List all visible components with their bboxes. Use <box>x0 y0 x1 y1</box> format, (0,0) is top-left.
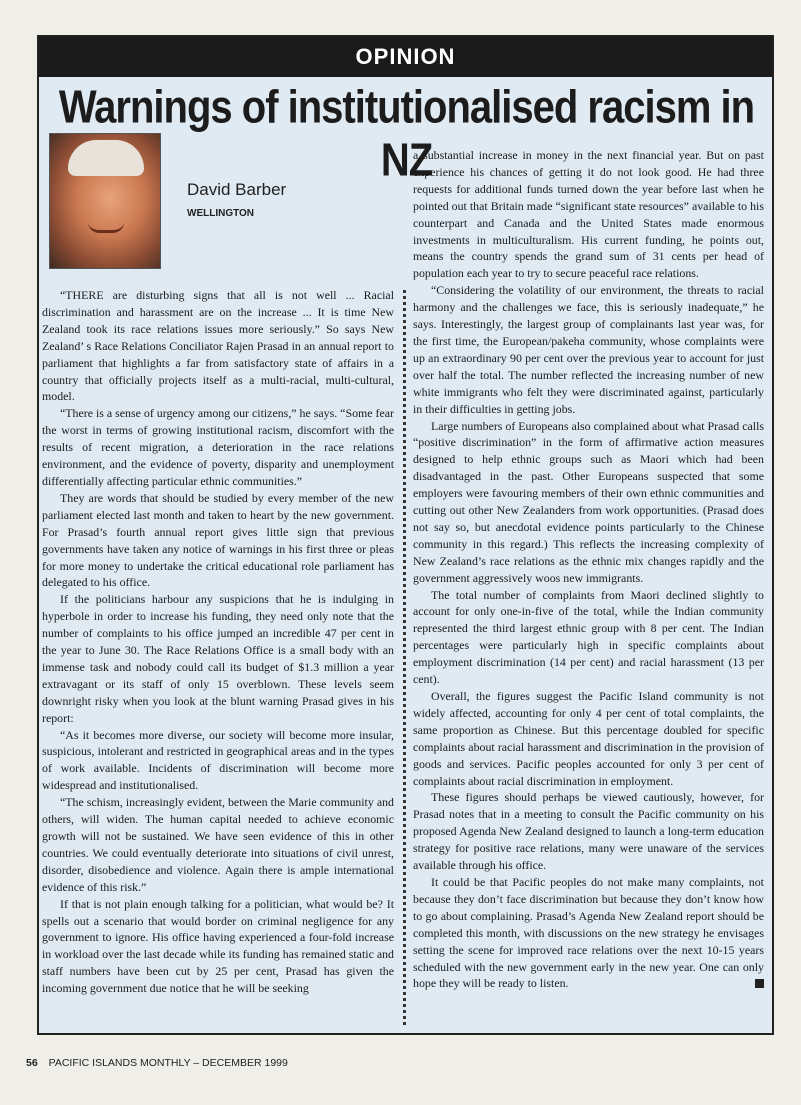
paragraph: “There is a sense of urgency among our citizens,” he says. “Some fear the worst in terms of growing institutional racism, discomfort with the results of recent migration, a deterioration in the race relations environment, and the evidence of poverty, disparity and unemployment differentially affecting particular ethnic communities.” <box>42 406 394 488</box>
section-banner: OPINION <box>39 37 772 77</box>
paragraph: a substantial increase in money in the next financial year. But on past experience his chances of getting it do not look good. He had three requests for additional funds turned down the year before last when he pointed out that Britain made “significant state resources” available to his counterpart and Canada and the United States made enormous investments in multiculturalism. His current funding, he points out, means the country spends the grand sum of 31 cents per head of population each year to try to secure peaceful race relations. <box>413 148 764 281</box>
paragraph-last <box>413 874 764 992</box>
left-column <box>42 287 394 997</box>
paragraph: “Considering the volatility of our environment, the threats to racial harmony and the challenges we face, this is seriously inadequate,” he says. Interestingly, the largest group of complainants last year was, for the first time, the European/pakeha community, whose complaints were up an extraordinary 90 per cent over the previous year to account for just over half the total. The number reflected the increasing number of new white immigrants who felt they were discriminated against, particularly in their difficulties in getting jobs. <box>413 283 764 416</box>
paragraph: “THERE are disturbing signs that all is not well ... Racial discrimination and harassment are on the increase ... It is time New Zealand took its race relations issues more seriously.” So says New Zealand’ s Race Relations Conciliator Rajen Prasad in an annual report to parliament that highlights a far from satisfactory state of affairs in a country that officially projects itself as a multi-racial, multi-cultural, model. <box>42 288 394 404</box>
author-photo-mouth <box>88 222 124 233</box>
article-frame <box>37 35 774 1035</box>
right-column <box>413 147 764 992</box>
headline: Warnings of institutionalised racism in NZ <box>58 82 755 186</box>
paragraph: “The schism, increasingly evident, between the Marie community and others, will widen. The human capital needed to achieve economic growth will not be sustained. We have seen evidence of this in other countries. We could eventually deteriorate into situations of civil unrest, disorder, disobedience and violence. Again there is ample international evidence of this risk.” <box>42 795 394 894</box>
end-of-article-mark <box>755 979 764 988</box>
column-divider <box>403 290 406 1025</box>
paragraph-last-text: It could be that Pacific peoples do not make many complaints, not because they don’t face discrimination but because they don’t know how to go about complaining. Prasad’s Agenda New Zealand report should be completed this month, with discussions on the new strategy he envisages setting the scene for improved race relations over the next 10-15 years scheduled with the new government early in the new year. One can only hope they will be ready to listen. <box>413 874 764 991</box>
paragraph: If that is not plain enough talking for a politician, what would be? It spells out a scenario that would border on criminal negligence for any government to ignore. His office having experienced a four-fold increase in workload over the last decade while its funding has remained static and staff numbers have been cut by 25 per cent, Prasad has given the incoming government due notice that he will be seeking <box>42 896 394 996</box>
paragraph: Large numbers of Europeans also complained about what Prasad calls “positive discrimination” in the form of affirmative action measures designed to help ethnic groups such as Maori which had been disadvantaged in the past. Other Europeans suspected that some employers were favouring members of their own ethnic communities and cutting out other New Zealanders from work opportunities. (Prasad does not say so, but anecdotal evidence points particularly to the Chinese community in this regard.) This reflects the increasing complexity of New Zealand’s race relations as the ethnic mix changes rapidly and the government aggressively woos new immigrants. <box>413 418 764 585</box>
paragraph: If the politicians harbour any suspicions that he is indulging in hyperbole in order to increase his funding, they need only note that the number of complaints to his office jumped an incredible 47 per cent in the year to June 30. The Race Relations Office is a small body with an immense task and nobody could call its budget of $1.3 million a year extravagant or its staff of only 15 overblown. These levels seem downright risky when you look at the blunt warning Prasad gives in his report: <box>42 592 394 725</box>
paragraph: They are words that should be studied by every member of the new parliament elected last month and taken to heart by the new government. For Prasad’s fourth annual report gives little sign that previous governments have taken any notice of warnings in his first three or pleas for more money to undertake the critical educational role parliament has delegated to his office. <box>42 490 394 590</box>
paragraph: These figures should perhaps be viewed cautiously, however, for Prasad notes that in a meeting to consult the Pacific community on his proposed Agenda New Zealand designed to launch a long-term education strategy for positive race relations, many were unaware of the services available through his office. <box>413 790 764 873</box>
page-footer <box>26 1057 288 1069</box>
author-location: WELLINGTON <box>187 208 255 219</box>
author-photo <box>49 133 161 269</box>
author-photo-hair <box>68 140 144 176</box>
publication-line: PACIFIC ISLANDS MONTHLY – DECEMBER 1999 <box>48 1057 288 1069</box>
paragraph: The total number of complaints from Maori declined slightly to account for only one-in-five of the total, while the Indian community represented the third largest ethnic group with 8 per cent. The Indian percentages were particularly high in specific complaints about employment discrimination (14 per cent) and racial harassment (13 per cent). <box>413 587 764 687</box>
author-name: David Barber <box>187 180 287 199</box>
page-number: 56 <box>26 1057 38 1069</box>
paragraph: “As it becomes more diverse, our society will become more insular, suspicious, intolerant and restricted in geographical areas and in the types of work available. Incidents of discrimination will become more widespread and institutionalised. <box>42 727 394 793</box>
paragraph: Overall, the figures suggest the Pacific Island community is not widely affected, accounting for only 4 per cent of total complaints, the same proportion as Chinese. But this percentage doubled for specific complaints about racial harassment and discrimination in the provision of goods and services. Pacific peoples accounted for only 3 per cent of complaints about racial discrimination in employment. <box>413 689 764 788</box>
